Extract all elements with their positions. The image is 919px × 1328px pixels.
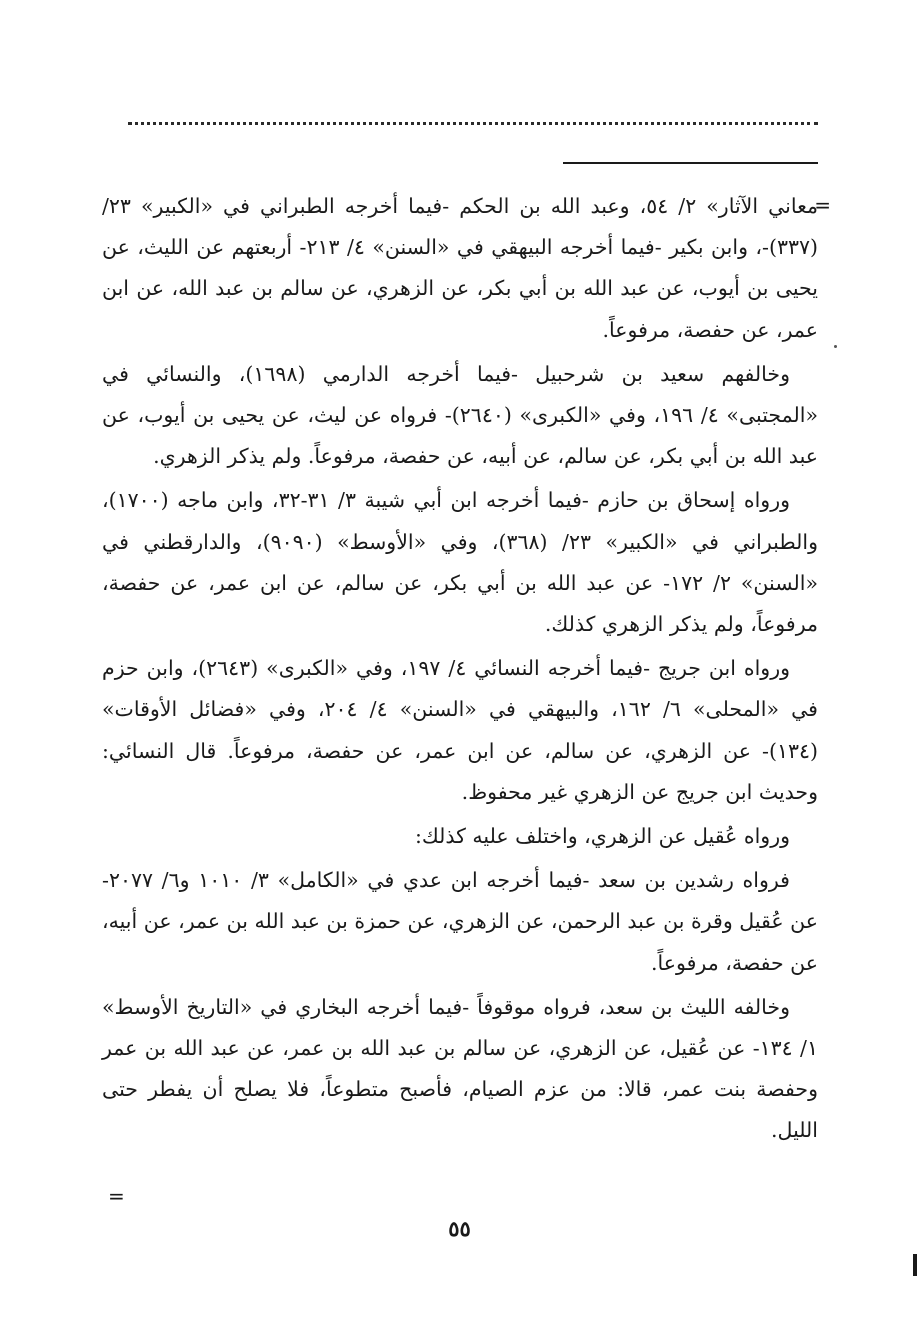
paragraph-2: وخالفهم سعيد بن شرحبيل -فيما أخرجه الدارمي (١٦٩٨)، والنسائي في «المجتبى» ٤/ ١٩٦، وفي «الكبرى» (٢٦٤٠)- فرواه عن ليث، عن يحيى بن أيوب، عن عبد الله بن أبي بكر، عن سالم، عن أبيه، عن حفصة، مرفوعاً. ولم يذكر الزهري. [102,361,818,469]
paragraph-7: وخالفه الليث بن سعد، فرواه موقوفاً -فيما أخرجه البخاري في «التاريخ الأوسط» ١/ ١٣٤- عن عُقيل، عن الزهري، عن سالم بن عبد الله بن عمر، عن عبد الله بن عمر وحفصة بنت عمر، قالا: من عزم الصيام، فأصبح متطوعاً، فلا يصلح أن يفطر حتى الليل. [102,994,818,1143]
continuation-mark-top: = [814,193,831,217]
continuation-mark-bottom: = [108,1184,125,1208]
paragraph-5: ورواه عُقيل عن الزهري، واختلف عليه كذلك: [414,824,790,849]
page-edge-mark [913,1254,917,1276]
paragraph-1: معاني الآثار» ٢/ ٥٤، وعبد الله بن الحكم -فيما أخرجه الطبراني في «الكبير» ٢٣/ (٣٣٧)-، وابن بكير -فيما أخرجه البيهقي في «السنن» ٤/ ٢١٣- أربعتهم عن الليث، عن يحيى بن أيوب، عن عبد الله بن أبي بكر، عن الزهري، عن سالم بن عبد الله، عن ابن عمر، عن حفصة، مرفوعاً. [102,194,818,342]
footnote-separator-line [563,162,818,164]
paragraph-4: ورواه ابن جريج -فيما أخرجه النسائي ٤/ ١٩٧، وفي «الكبرى» (٢٦٤٣)، وابن حزم في «المحلى» ٦/ ١٦٢، والبيهقي في «السنن» ٤/ ٢٠٤، وفي «فضائل الأوقات» (١٣٤)- عن الزهري، عن سالم، عن ابن عمر، عن حفصة، مرفوعاً. قال النسائي: وحديث ابن جريج عن الزهري غير محفوظ. [102,656,818,804]
paragraph-3: ورواه إسحاق بن حازم -فيما أخرجه ابن أبي شيبة ٣/ ٣١-٣٢، وابن ماجه (١٧٠٠)، والطبراني في «الكبير» ٢٣/ (٣٦٨)، وفي «الأوسط» (٩٠٩٠)، والدارقطني في «السنن» ٢/ ١٧٢- عن عبد الله بن أبي بكر، عن سالم، عن ابن عمر، عن حفصة، مرفوعاً، ولم يذكر الزهري كذلك. [102,488,819,637]
margin-dot [834,345,837,348]
paragraph-6: فرواه رشدين بن سعد -فيما أخرجه ابن عدي في «الكامل» ٣/ ١٠١٠ و٦/ ٢٠٧٧- عن عُقيل وقرة بن عبد الرحمن، عن الزهري، عن حمزة بن عبد الله بن عمر، عن أبيه، عن حفصة، مرفوعاً. [102,868,818,975]
dotted-separator [128,122,818,125]
page-number: ٥٥ [448,1216,471,1241]
footnote-text-block [102,186,818,1152]
